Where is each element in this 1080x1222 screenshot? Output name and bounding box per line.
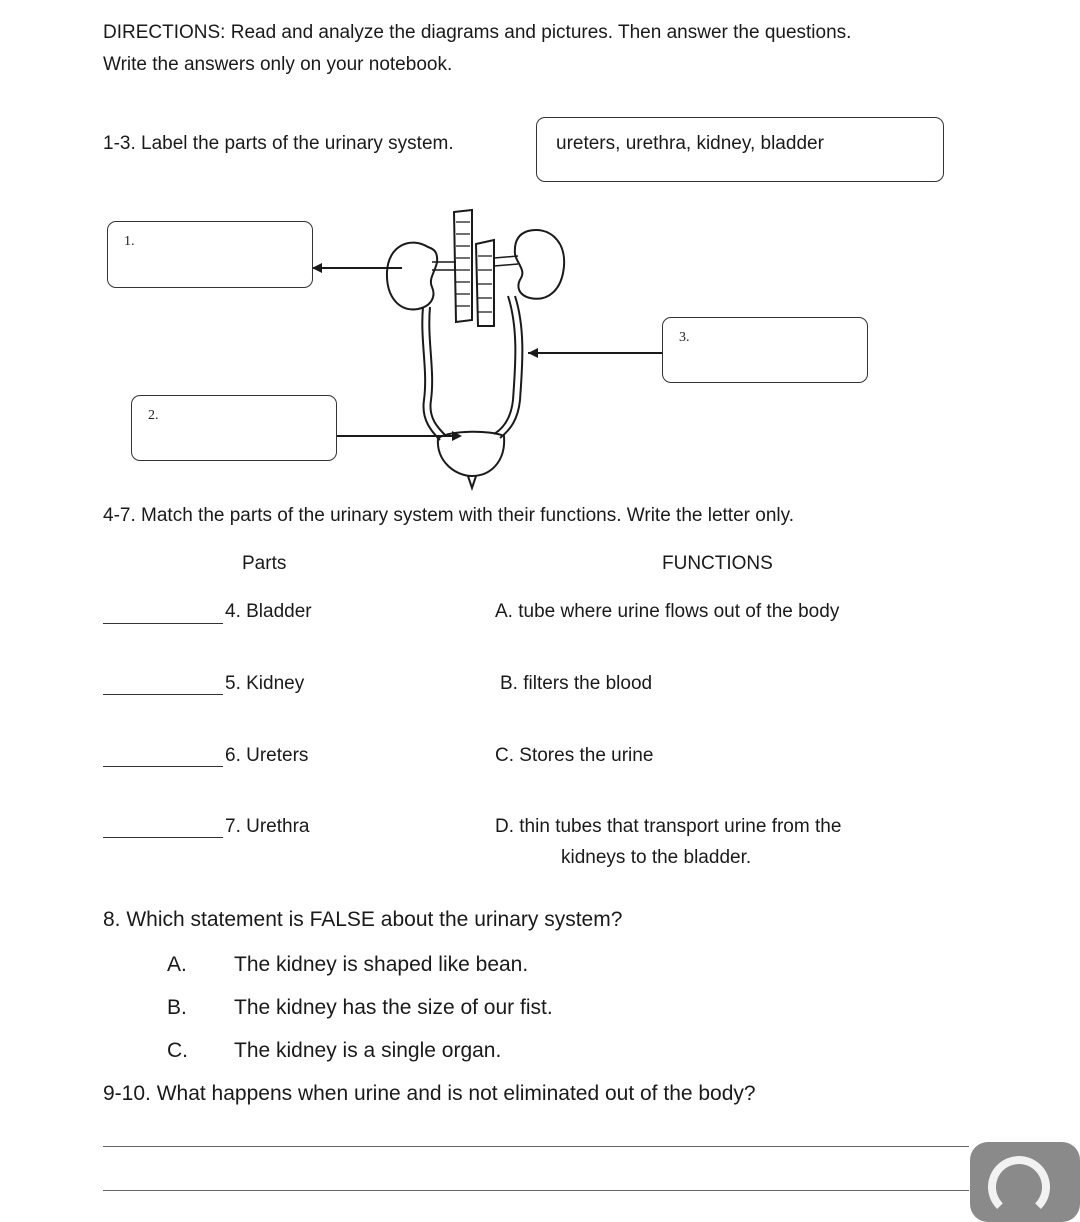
functions-header: FUNCTIONS [662, 553, 773, 574]
function-a: A. tube where urine flows out of the body [495, 601, 840, 622]
part-4: 4. Bladder [225, 601, 312, 622]
directions-line-2: Write the answers only on your notebook. [103, 54, 453, 75]
answer-blank-7[interactable] [103, 837, 223, 838]
question-4-7-prompt: 4-7. Match the parts of the urinary system with their functions. Write the letter only. [103, 505, 794, 526]
part-5: 5. Kidney [225, 673, 305, 694]
word-bank-text: ureters, urethra, kidney, bladder [556, 133, 824, 154]
question-1-3-prompt: 1-3. Label the parts of the urinary system. [103, 133, 454, 154]
function-d: D. thin tubes that transport urine from the [495, 816, 842, 837]
option-a-letter: A. [167, 953, 187, 976]
option-b-letter: B. [167, 996, 187, 1019]
option-b-text[interactable]: The kidney has the size of our fist. [234, 996, 553, 1019]
aorta-shape [454, 210, 472, 322]
answer-line-1[interactable] [103, 1146, 969, 1147]
right-kidney-shape [515, 230, 564, 299]
answer-blank-4[interactable] [103, 623, 223, 624]
question-9-10-prompt: 9-10. What happens when urine and is not eliminated out of the body? [103, 1082, 756, 1105]
option-c-text[interactable]: The kidney is a single organ. [234, 1039, 502, 1062]
answer-line-2[interactable] [103, 1190, 969, 1191]
label-box-2[interactable] [131, 395, 337, 461]
option-a-text[interactable]: The kidney is shaped like bean. [234, 953, 529, 976]
function-d-continued: kidneys to the bladder. [561, 847, 752, 868]
left-kidney-shape [387, 243, 437, 310]
answer-blank-6[interactable] [103, 766, 223, 767]
label-box-3[interactable] [662, 317, 868, 383]
vena-cava-shape [476, 240, 494, 326]
question-8-prompt: 8. Which statement is FALSE about the urinary system? [103, 908, 623, 931]
part-7: 7. Urethra [225, 816, 310, 837]
circle-icon [988, 1156, 1050, 1218]
directions-line-1: DIRECTIONS: Read and analyze the diagrams and pictures. Then answer the questions. [103, 22, 852, 43]
part-6: 6. Ureters [225, 745, 309, 766]
label-box-1-number: 1. [124, 234, 135, 249]
label-box-2-number: 2. [148, 408, 159, 423]
bladder-shape [438, 432, 504, 476]
function-b: B. filters the blood [500, 673, 653, 694]
function-c: C. Stores the urine [495, 745, 654, 766]
parts-header: Parts [242, 553, 287, 574]
floating-action-button[interactable] [970, 1142, 1080, 1222]
answer-blank-5[interactable] [103, 694, 223, 695]
label-box-1[interactable] [107, 221, 313, 288]
label-box-3-number: 3. [679, 330, 690, 345]
option-c-letter: C. [167, 1039, 188, 1062]
